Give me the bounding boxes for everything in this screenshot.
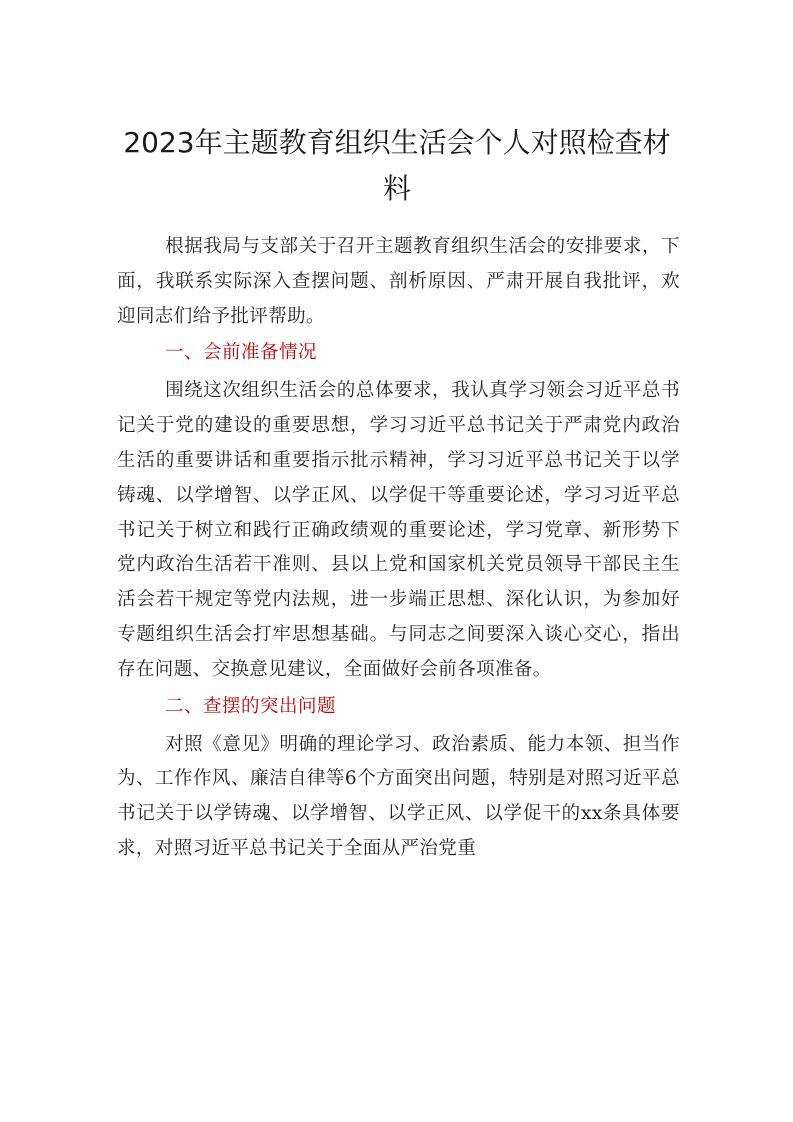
- section-heading-problems: 二、查摆的突出问题: [165, 695, 337, 717]
- document-title: 2023年主题教育组织生活会个人对照检查材料: [123, 126, 671, 205]
- section-body-problems: 对照《意见》明确的理论学习、政治素质、能力本领、担当作为、工作作风、廉洁自律等6个方面突出问题，特别是对照习近平总书记关于以学铸魂、以学增智、以学正风、以学促干的xx条具体要求，对照习近平总书记关于全面从严治党重: [117, 733, 680, 859]
- intro-paragraph: 根据我局与支部关于召开主题教育组织生活会的安排要求，下面，我联系实际深入查摆问题、剖析原因、严肃开展自我批评，欢迎同志们给予批评帮助。: [117, 236, 680, 327]
- section-body-preparation: 围绕这次组织生活会的总体要求，我认真学习领会习近平总书记关于党的建设的重要思想，学习习近平总书记关于严肃党内政治生活的重要讲话和重要指示批示精神，学习习近平总书记关于以学铸魂、以学增智、以学正风、以学促干等重要论述，学习习近平总书记关于树立和践行正确政绩观的重要论述，学习党章、新形势下党内政治生活若干准则、县以上党和国家机关党员领导干部民主生活会若干规定等党内法规，进一步端正思想、深化认识，为参加好专题组织生活会打牢思想基础。与同志之间要深入谈心交心，指出存在问题、交换意见建议，全面做好会前各项准备。: [117, 380, 680, 680]
- section-heading-preparation: 一、会前准备情况: [165, 342, 318, 364]
- document-body: [117, 230, 680, 867]
